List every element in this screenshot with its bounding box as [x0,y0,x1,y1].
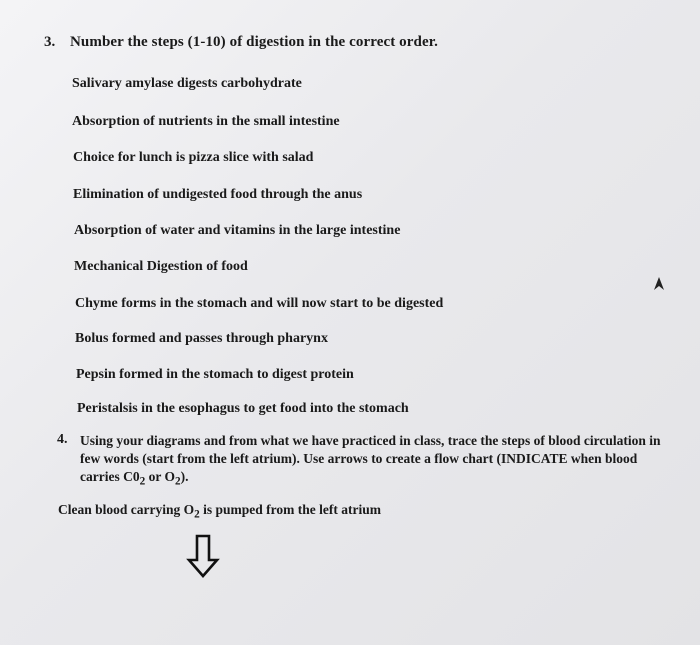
question-3-prompt: Number the steps (1-10) of digestion in the correct order. [70,34,438,50]
step-item: Chyme forms in the stomach and will now start to be digested [75,296,444,311]
step-item: Bolus formed and passes through pharynx [75,331,328,346]
question-4-line-1: Using your diagrams and from what we have practiced in class, trace the steps of blood circulation in [80,433,661,448]
subscript: 2 [194,508,200,521]
step-item: Salivary amylase digests carbohydrate [72,76,302,91]
step-item: Choice for lunch is pizza slice with salad [73,150,314,165]
down-arrow-icon [186,534,220,578]
step-item: Mechanical Digestion of food [74,259,248,274]
question-4-line-3 [80,469,188,488]
flow-text: Clean blood carrying O [58,502,195,517]
question-4-line-2 [80,451,637,467]
flow-chart-start [58,502,381,521]
step-item: Absorption of water and vitamins in the large intestine [74,223,401,238]
step-item: Pepsin formed in the stomach to digest protein [76,367,354,382]
q4-text: . Use arrows to create a flow chart [296,451,497,466]
flow-text: is pumped from the left atrium [199,502,382,517]
q4-text: few words [80,451,143,466]
q4-emphasis-indicate: (INDICATE when blood [496,451,638,466]
q4-text: or O [145,469,175,484]
q4-text: ). [180,469,189,484]
step-item: Absorption of nutrients in the small intestine [72,114,340,129]
subscript: 2 [174,475,181,488]
mouse-pointer-icon [652,276,666,292]
question-4-number: 4. [57,432,68,447]
q4-text: carries C0 [80,469,140,484]
step-item: Elimination of undigested food through the anus [73,187,363,202]
q4-emphasis-start: (start from the left atrium) [142,451,297,466]
question-3-number: 3. [44,34,56,50]
step-item: Peristalsis in the esophagus to get food into the stomach [77,401,409,416]
subscript: 2 [139,475,146,488]
